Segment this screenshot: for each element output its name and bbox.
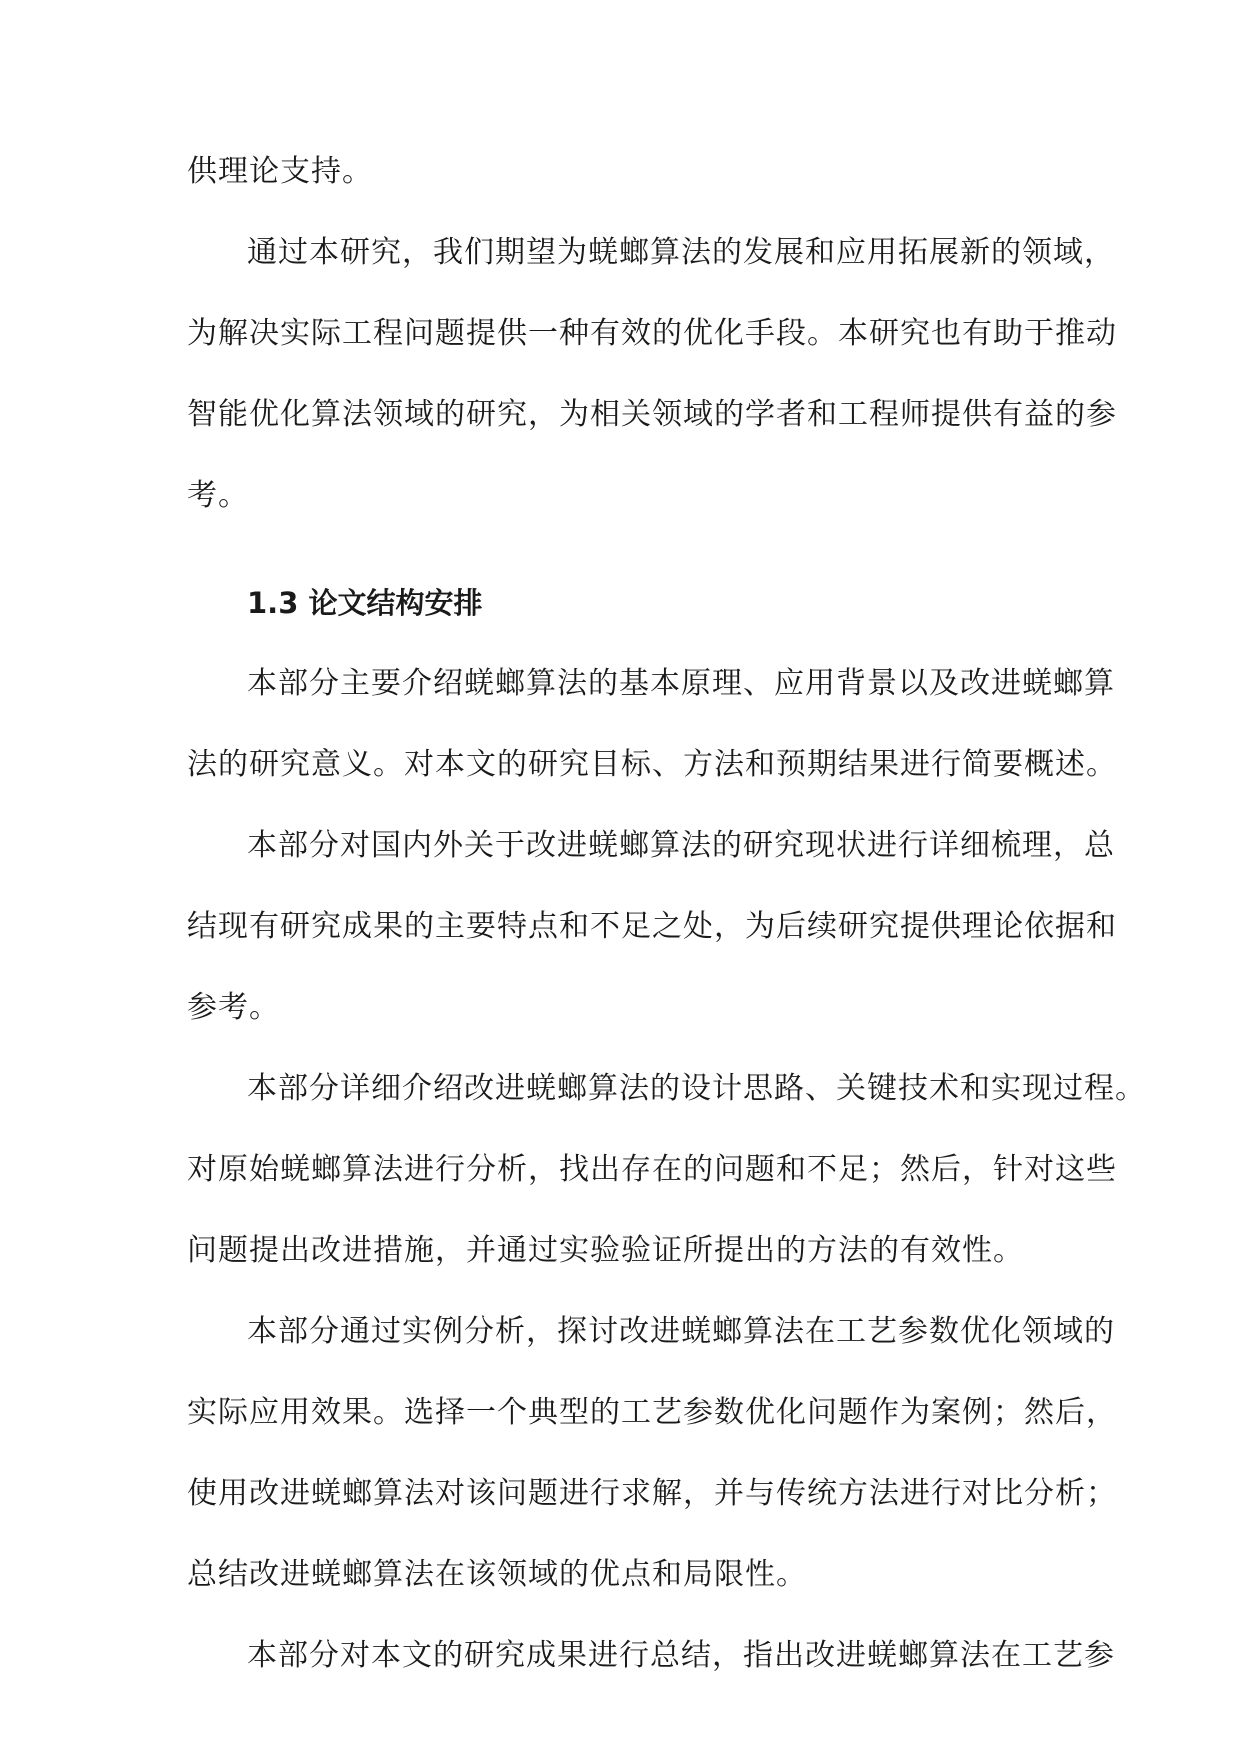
text-line: 实际应用效果。选择一个典型的工艺参数优化问题作为案例；然后， (187, 1395, 1117, 1430)
text-line: 本部分主要介绍蜣螂算法的基本原理、应用背景以及改进蜣螂算 (247, 666, 1115, 701)
section-heading: 1.3 论文结构安排 (247, 586, 483, 620)
text-line: 法的研究意义。对本文的研究目标、方法和预期结果进行简要概述。 (187, 747, 1117, 782)
text-line: 结现有研究成果的主要特点和不足之处，为后续研究提供理论依据和 (187, 909, 1117, 944)
text-line: 总结改进蜣螂算法在该领域的优点和局限性。 (187, 1557, 807, 1592)
text-line: 本部分详细介绍改进蜣螂算法的设计思路、关键技术和实现过程。 (247, 1071, 1146, 1106)
text-line: 智能优化算法领域的研究，为相关领域的学者和工程师提供有益的参 (187, 397, 1117, 432)
text-line: 本部分通过实例分析，探讨改进蜣螂算法在工艺参数优化领域的 (247, 1314, 1115, 1349)
text-line: 供理论支持。 (187, 154, 373, 189)
text-line: 通过本研究，我们期望为蜣螂算法的发展和应用拓展新的领域， (247, 235, 1115, 270)
text-line: 对原始蜣螂算法进行分析，找出存在的问题和不足；然后，针对这些 (187, 1152, 1117, 1187)
document-page (187, 148, 1146, 1713)
text-line: 本部分对本文的研究成果进行总结，指出改进蜣螂算法在工艺参 (247, 1638, 1115, 1673)
text-line: 使用改进蜣螂算法对该问题进行求解，并与传统方法进行对比分析； (187, 1476, 1117, 1511)
text-line: 问题提出改进措施，并通过实验验证所提出的方法的有效性。 (187, 1233, 1024, 1268)
text-line: 参考。 (187, 990, 280, 1025)
text-line: 本部分对国内外关于改进蜣螂算法的研究现状进行详细梳理，总 (247, 828, 1115, 863)
text-line: 考。 (187, 478, 249, 513)
text-line: 为解决实际工程问题提供一种有效的优化手段。本研究也有助于推动 (187, 316, 1117, 351)
